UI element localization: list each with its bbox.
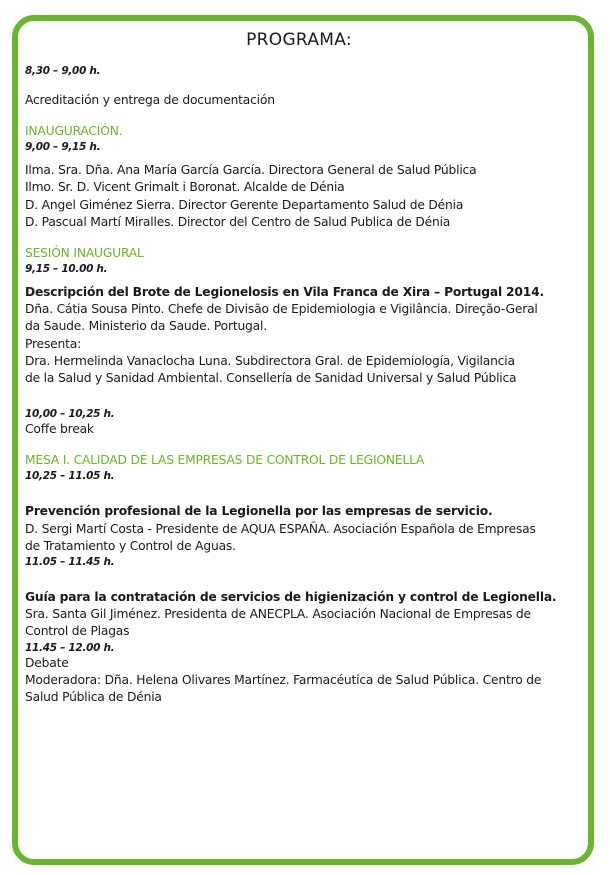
sesion-line: da Saude. Ministerio da Saude. Portugal. xyxy=(25,319,267,334)
time-sesion: 9,15 – 10.00 h. xyxy=(25,263,108,276)
section-heading-mesa: MESA I. CALIDAD DE LAS EMPRESAS DE CONTROL DE LEGIONELLA xyxy=(25,453,425,468)
mesa-talk2-line: Control de Plagas xyxy=(25,624,130,639)
inauguracion-line: D. Pascual Martí Miralles. Director del Centro de Salud Publica de Dénia xyxy=(25,214,451,229)
section-heading-sesion: SESIÓN INAUGURAL xyxy=(25,246,144,261)
mesa-talk1-line: de Tratamiento y Control de Aguas. xyxy=(25,538,236,553)
inauguracion-line: D. Angel Giménez Sierra. Director Gerente Departamento Salud de Dénia xyxy=(25,197,464,212)
time-coffee: 10,00 – 10,25 h. xyxy=(25,408,115,421)
mesa-talk2-title: Guía para la contratación de servicios de higienización y control de Legionella. xyxy=(25,590,557,605)
mesa-talk1-line: D. Sergi Martí Costa - Presidente de AQUA ESPAÑA. Asociación Española de Empresas xyxy=(25,521,536,536)
mesa-talk1-title: Prevención profesional de la Legionella por las empresas de servicio. xyxy=(25,504,493,519)
debate-text: Debate xyxy=(25,655,69,670)
sesion-talk-title: Descripción del Brote de Legionelosis en Vila Franca de Xira – Portugal 2014. xyxy=(25,285,544,300)
sesion-line: Dra. Hermelinda Vanaclocha Luna. Subdirectora Gral. de Epidemiología, Vigilancia xyxy=(25,353,515,368)
accreditation-text: Acreditación y entrega de documentación xyxy=(25,93,275,107)
sesion-line: de la Salud y Sanidad Ambiental. Consellería de Sanidad Universal y Salud Pública xyxy=(25,371,517,386)
page-title: PROGRAMA: xyxy=(246,30,352,50)
coffee-text: Coffe break xyxy=(25,422,94,437)
time-inauguracion: 9,00 – 9,15 h. xyxy=(25,141,101,154)
section-heading-inauguracion: INAUGURACIÓN. xyxy=(25,124,123,139)
time-accreditation: 8,30 – 9,00 h. xyxy=(25,65,101,77)
program-content xyxy=(25,30,573,706)
time-debate: 11.45 – 12.00 h. xyxy=(25,641,115,654)
moderadora-line: Salud Pública de Dénia xyxy=(25,690,162,705)
mesa-talk2-line: Sra. Santa Gil Jiménez. Presidenta de ANECPLA. Asociación Nacional de Empresas de xyxy=(25,607,531,622)
sesion-line: Presenta: xyxy=(25,336,82,351)
inauguracion-line: Ilmo. Sr. D. Vicent Grimalt i Boronat. Alcalde de Dénia xyxy=(25,180,345,195)
time-mesa: 10,25 – 11.05 h. xyxy=(25,470,115,483)
time-mesa-talk2: 11.05 – 11.45 h. xyxy=(25,556,115,569)
moderadora-line: Moderadora: Dña. Helena Olivares Martínez. Farmacéutica de Salud Pública. Centro de xyxy=(25,672,542,687)
inauguracion-line: Ilma. Sra. Dña. Ana María García García. Directora General de Salud Pública xyxy=(25,163,477,178)
sesion-line: Dña. Cátia Sousa Pinto. Chefe de Divisão de Epidemiologia e Vigilância. Direção-Geral xyxy=(25,302,538,317)
